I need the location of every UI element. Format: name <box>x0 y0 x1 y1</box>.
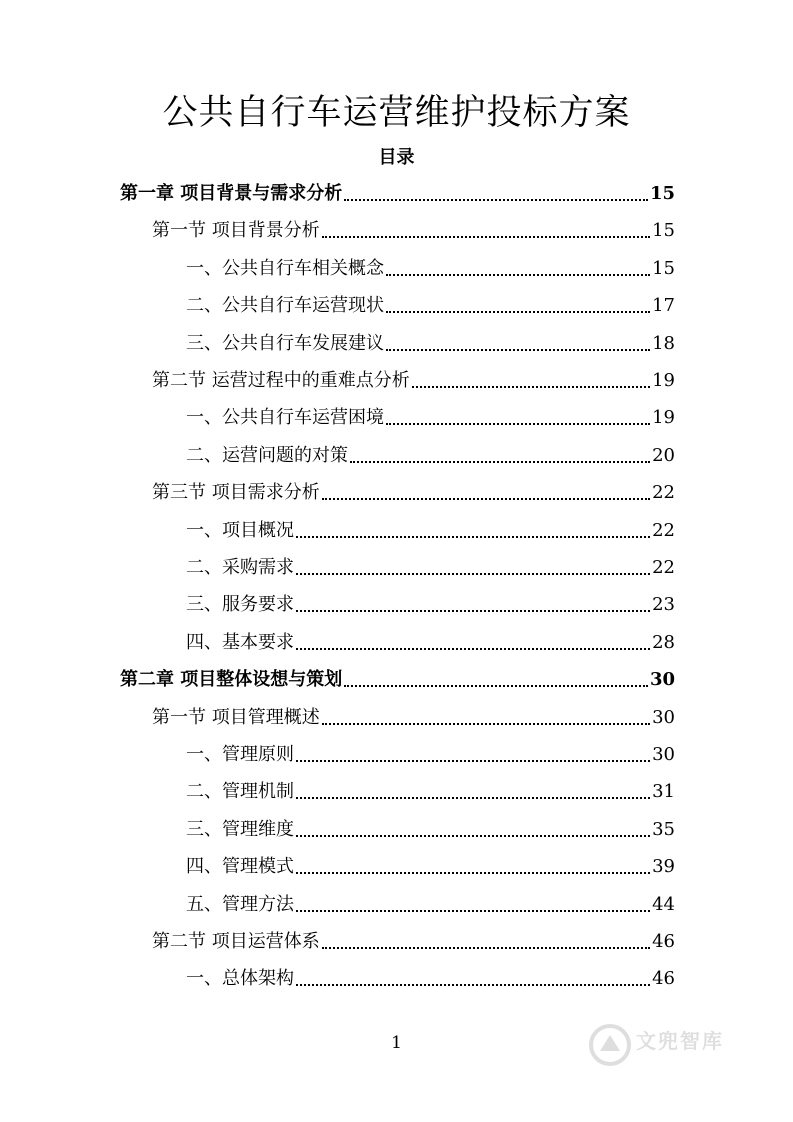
toc-entry-page: 18 <box>652 333 675 354</box>
page-number: 1 <box>391 1033 402 1053</box>
toc-entry-page: 31 <box>652 781 675 802</box>
watermark-text: 文兜智库 <box>636 1029 724 1053</box>
toc-entry-label: 二、采购需求 <box>186 557 294 578</box>
toc-entry-page: 19 <box>652 370 675 391</box>
toc-entry-label: 第一节 项目背景分析 <box>152 220 320 241</box>
toc-entry[interactable] <box>120 180 675 208</box>
toc-entry-label: 第一章 项目背景与需求分析 <box>120 183 343 204</box>
toc-entry[interactable] <box>152 704 675 732</box>
toc-leader-dots <box>296 909 650 912</box>
toc-leader-dots <box>322 946 650 949</box>
toc-entry-page: 22 <box>652 557 675 578</box>
toc-entry[interactable] <box>186 741 675 769</box>
toc-entry-page: 35 <box>652 819 675 840</box>
toc-leader-dots <box>386 273 650 276</box>
toc-entry[interactable] <box>186 442 675 470</box>
toc-entry-page: 15 <box>652 258 675 279</box>
watermark <box>588 1015 778 1075</box>
document-title: 公共自行车运营维护投标方案 <box>162 93 631 133</box>
toc-entry-page: 19 <box>652 407 675 428</box>
toc-entry[interactable] <box>186 778 675 806</box>
toc-leader-dots <box>296 983 650 986</box>
toc-entry-page: 46 <box>652 931 675 952</box>
toc-entry-page: 22 <box>652 520 675 541</box>
toc-entry-label: 一、公共自行车运营困境 <box>186 407 384 428</box>
toc-entry-label: 二、运营问题的对策 <box>186 445 348 466</box>
toc-entry-page: 28 <box>652 632 675 653</box>
toc-leader-dots <box>344 198 648 201</box>
toc-entry[interactable] <box>152 367 675 395</box>
toc-entry-page: 44 <box>652 894 675 915</box>
toc-entry[interactable] <box>186 816 675 844</box>
toc-heading: 目录 <box>378 147 415 168</box>
toc-entry[interactable] <box>186 629 675 657</box>
toc-entry-page: 15 <box>649 183 675 204</box>
toc-entry[interactable] <box>152 479 675 507</box>
toc-leader-dots <box>322 722 650 725</box>
toc-entry-label: 三、服务要求 <box>186 594 294 615</box>
toc-leader-dots <box>296 572 650 575</box>
toc-entry[interactable] <box>186 292 675 320</box>
toc-entry[interactable] <box>186 330 675 358</box>
toc-entry-page: 39 <box>652 856 675 877</box>
toc-entry-page: 30 <box>649 669 675 690</box>
toc-entry-label: 二、管理机制 <box>186 781 294 802</box>
toc-entry-label: 三、管理维度 <box>186 819 294 840</box>
toc-entry[interactable] <box>186 965 675 993</box>
toc-entry-page: 30 <box>652 744 675 765</box>
toc-entry-label: 四、管理模式 <box>186 856 294 877</box>
toc-entry-page: 23 <box>652 594 675 615</box>
toc-entry[interactable] <box>186 404 675 432</box>
wendou-logo-icon <box>588 1023 632 1067</box>
toc-leader-dots <box>386 422 650 425</box>
toc-entry[interactable] <box>152 928 675 956</box>
toc-leader-dots <box>296 759 650 762</box>
toc-entry-label: 一、项目概况 <box>186 520 294 541</box>
toc-entry-label: 第二节 运营过程中的重难点分析 <box>152 370 410 391</box>
toc-entry[interactable] <box>186 255 675 283</box>
toc-entry-label: 二、公共自行车运营现状 <box>186 295 384 316</box>
toc-leader-dots <box>412 385 650 388</box>
toc-leader-dots <box>386 310 650 313</box>
toc-entry-label: 第二节 项目运营体系 <box>152 931 320 952</box>
toc-entry-page: 46 <box>652 968 675 989</box>
toc-leader-dots <box>386 348 650 351</box>
toc-entry-label: 第三节 项目需求分析 <box>152 482 320 503</box>
toc-leader-dots <box>344 684 648 687</box>
toc-entry[interactable] <box>186 591 675 619</box>
toc-leader-dots <box>296 834 650 837</box>
toc-leader-dots <box>296 535 650 538</box>
toc-leader-dots <box>296 647 650 650</box>
toc-leader-dots <box>296 796 650 799</box>
toc-entry[interactable] <box>186 517 675 545</box>
toc-leader-dots <box>296 871 650 874</box>
toc-entry[interactable] <box>152 217 675 245</box>
toc-entry-page: 30 <box>652 707 675 728</box>
toc-entry-label: 一、总体架构 <box>186 968 294 989</box>
toc-leader-dots <box>350 460 650 463</box>
toc-leader-dots <box>322 497 650 500</box>
toc-entry[interactable] <box>186 891 675 919</box>
toc-entry-label: 四、基本要求 <box>186 632 294 653</box>
toc-entry-label: 第一节 项目管理概述 <box>152 707 320 728</box>
toc-entry[interactable] <box>186 554 675 582</box>
toc-entry[interactable] <box>120 666 675 694</box>
toc-entry-label: 一、公共自行车相关概念 <box>186 258 384 279</box>
toc-entry-label: 一、管理原则 <box>186 744 294 765</box>
toc-entry-label: 五、管理方法 <box>186 894 294 915</box>
toc-leader-dots <box>322 235 650 238</box>
toc-leader-dots <box>296 609 650 612</box>
toc-entry-page: 15 <box>652 220 675 241</box>
toc-entry-page: 20 <box>652 445 675 466</box>
toc-entry-label: 第二章 项目整体设想与策划 <box>120 669 343 690</box>
toc-entry[interactable] <box>186 853 675 881</box>
toc-entry-page: 22 <box>652 482 675 503</box>
toc-entry-page: 17 <box>652 295 675 316</box>
toc-entry-label: 三、公共自行车发展建议 <box>186 333 384 354</box>
